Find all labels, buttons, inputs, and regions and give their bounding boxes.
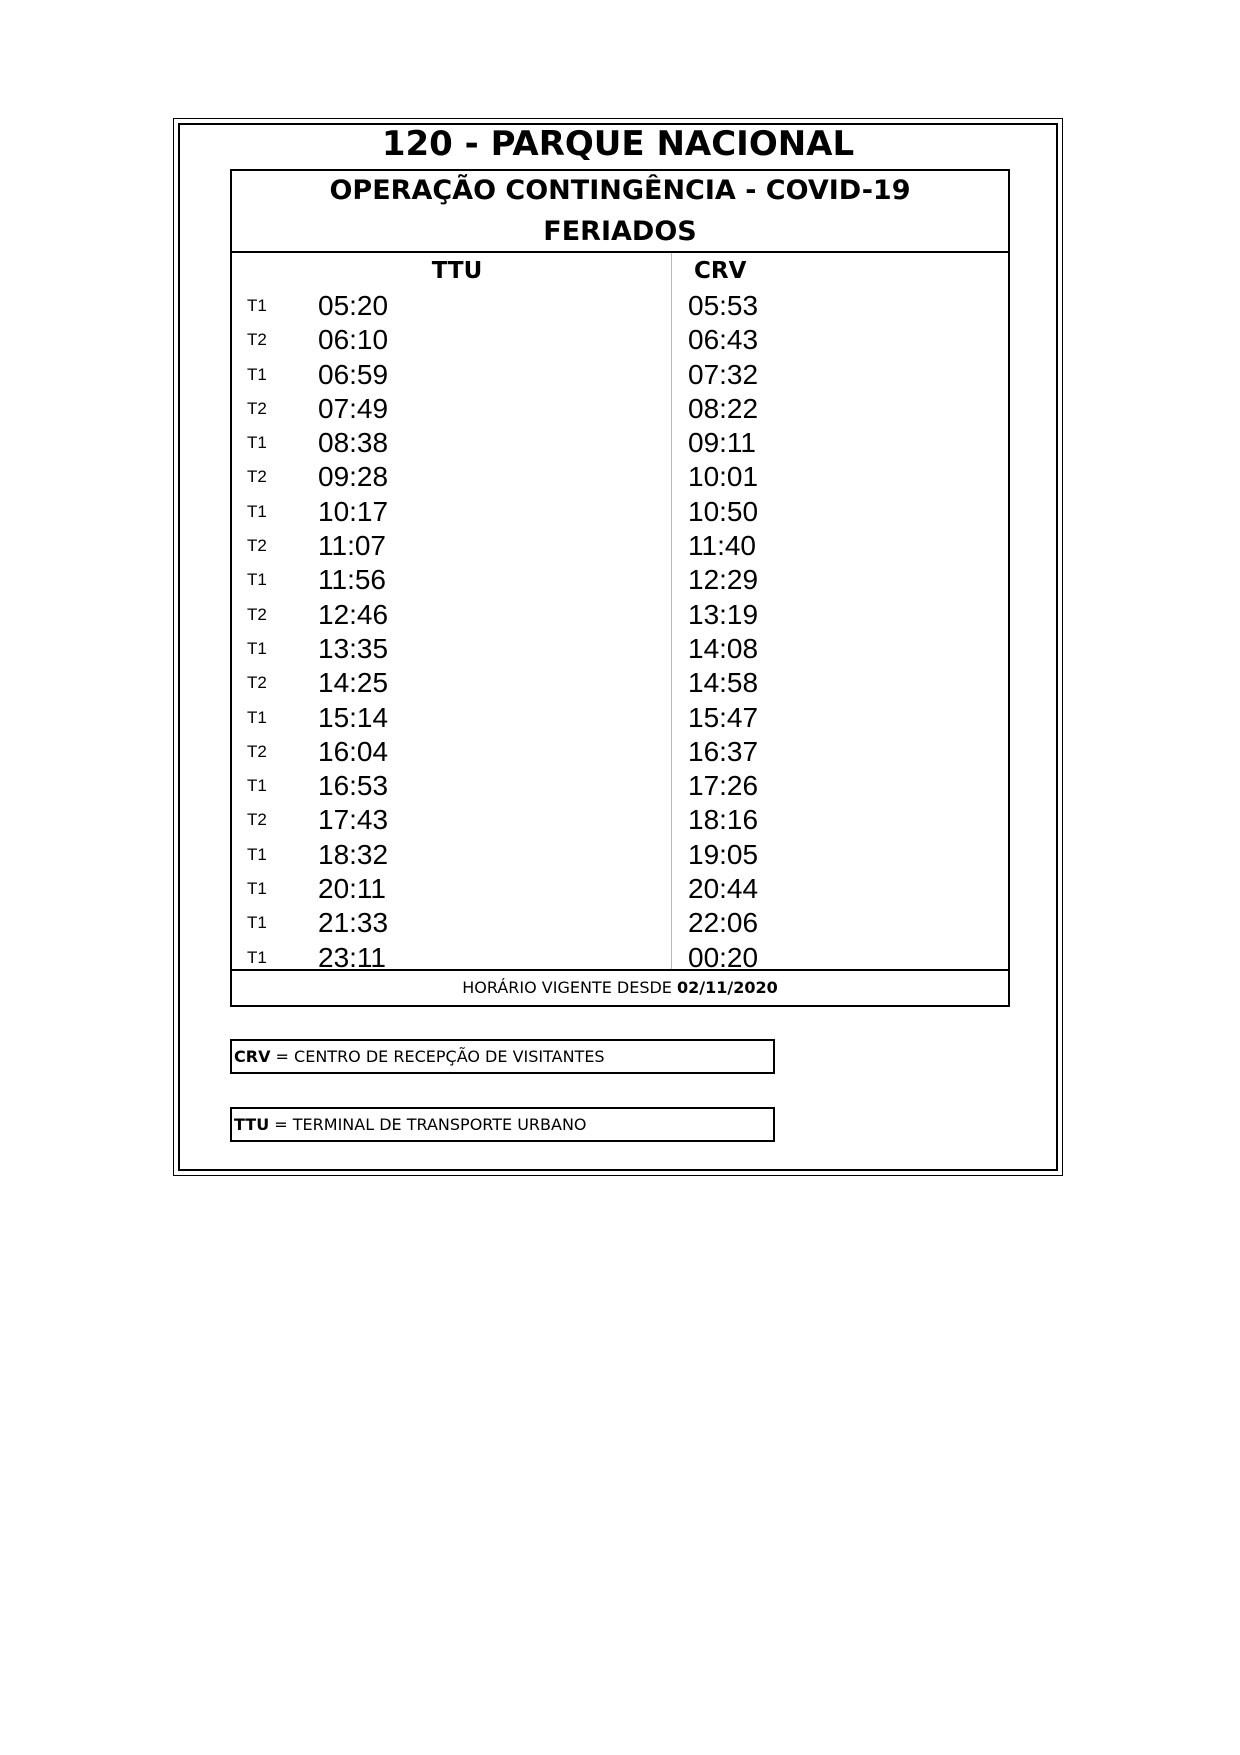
schedule-row <box>232 803 1008 837</box>
trip-code: T2 <box>247 330 267 350</box>
trip-code: T1 <box>247 570 267 590</box>
departure-crv: 09:11 <box>688 427 756 459</box>
departure-crv: 18:16 <box>688 804 759 836</box>
schedule-table <box>230 169 1010 1007</box>
schedule-row <box>232 563 1008 597</box>
departure-crv: 10:01 <box>688 461 759 493</box>
departure-crv: 19:05 <box>688 838 759 870</box>
departure-ttu: 23:11 <box>318 941 386 973</box>
column-header-crv: CRV <box>694 258 747 284</box>
trip-code: T1 <box>247 364 267 384</box>
schedule-row <box>232 872 1008 906</box>
trip-code: T2 <box>247 673 267 693</box>
departure-crv: 06:43 <box>688 324 759 356</box>
departure-ttu: 07:49 <box>318 392 389 424</box>
departure-crv: 14:08 <box>688 632 759 664</box>
departure-crv: 12:29 <box>688 564 759 596</box>
departure-crv: 15:47 <box>688 701 759 733</box>
departure-ttu: 08:38 <box>318 427 389 459</box>
departure-ttu: 05:20 <box>318 290 389 321</box>
departure-crv: 22:06 <box>688 907 759 939</box>
departure-ttu: 10:17 <box>318 495 389 527</box>
departure-crv: 11:40 <box>688 530 756 562</box>
trip-code: T1 <box>247 913 267 933</box>
trip-code: T2 <box>247 467 267 487</box>
schedule-row <box>232 495 1008 529</box>
operation-subtitle: OPERAÇÃO CONTINGÊNCIA - COVID-19 <box>329 175 911 206</box>
schedule-row <box>232 323 1008 357</box>
day-type-label: FERIADOS <box>543 216 697 247</box>
schedule-row <box>232 735 1008 769</box>
trip-code: T1 <box>247 707 267 727</box>
trip-code: T1 <box>247 947 267 967</box>
departure-ttu: 16:53 <box>318 770 389 802</box>
legend-text: = TERMINAL DE TRANSPORTE URBANO <box>274 1115 587 1134</box>
schedule-row <box>232 529 1008 563</box>
schedule-row <box>232 598 1008 632</box>
departure-ttu: 15:14 <box>318 701 389 733</box>
departure-crv: 16:37 <box>688 735 759 767</box>
schedule-row <box>232 701 1008 735</box>
trip-code: T1 <box>247 844 267 864</box>
schedule-rows <box>232 289 1008 975</box>
departure-ttu: 20:11 <box>318 873 386 905</box>
trip-code: T2 <box>247 398 267 418</box>
schedule-row <box>232 632 1008 666</box>
schedule-row <box>232 289 1008 323</box>
legend-ttu <box>230 1107 775 1142</box>
schedule-row <box>232 460 1008 494</box>
trip-code: T1 <box>247 776 267 796</box>
trip-code: T2 <box>247 604 267 624</box>
departure-ttu: 14:25 <box>318 667 389 699</box>
trip-code: T2 <box>247 741 267 761</box>
validity-date: 02/11/2020 <box>677 978 778 997</box>
trip-code: T2 <box>247 536 267 556</box>
legend-abbr: CRV <box>234 1047 271 1066</box>
departure-ttu: 06:59 <box>318 358 389 390</box>
departure-crv: 08:22 <box>688 392 759 424</box>
trip-code: T1 <box>247 433 267 453</box>
schedule-row <box>232 426 1008 460</box>
trip-code: T2 <box>247 810 267 830</box>
departure-crv: 10:50 <box>688 495 759 527</box>
departure-crv: 14:58 <box>688 667 759 699</box>
validity-label: HORÁRIO VIGENTE DESDE <box>462 978 672 997</box>
schedule-row <box>232 769 1008 803</box>
departure-crv: 05:53 <box>688 290 759 321</box>
schedule-row <box>232 838 1008 872</box>
trip-code: T1 <box>247 638 267 658</box>
route-title: 120 - PARQUE NACIONAL <box>381 124 855 164</box>
departure-crv: 17:26 <box>688 770 759 802</box>
schedule-row <box>232 358 1008 392</box>
schedule-row <box>232 392 1008 426</box>
departure-ttu: 16:04 <box>318 735 389 767</box>
departure-crv: 00:20 <box>688 941 759 973</box>
departure-ttu: 11:56 <box>318 564 386 596</box>
trip-code: T1 <box>247 501 267 521</box>
trip-code: T1 <box>247 879 267 899</box>
departure-ttu: 17:43 <box>318 804 389 836</box>
departure-ttu: 06:10 <box>318 324 389 356</box>
legend-crv <box>230 1039 775 1074</box>
trip-code: T1 <box>247 296 267 315</box>
departure-ttu: 11:07 <box>318 530 386 562</box>
departure-ttu: 13:35 <box>318 632 389 664</box>
departure-ttu: 12:46 <box>318 598 389 630</box>
table-header <box>232 171 1008 253</box>
column-header-ttu: TTU <box>431 258 483 284</box>
departure-crv: 20:44 <box>688 873 759 905</box>
legend-text: = CENTRO DE RECEPÇÃO DE VISITANTES <box>275 1047 605 1066</box>
departure-crv: 13:19 <box>688 598 759 630</box>
schedule-row <box>232 906 1008 940</box>
departure-ttu: 09:28 <box>318 461 389 493</box>
validity-footer <box>232 969 1008 1005</box>
legend-abbr: TTU <box>234 1115 270 1134</box>
departure-crv: 07:32 <box>688 358 759 390</box>
schedule-row <box>232 666 1008 700</box>
departure-ttu: 18:32 <box>318 838 389 870</box>
departure-ttu: 21:33 <box>318 907 389 939</box>
